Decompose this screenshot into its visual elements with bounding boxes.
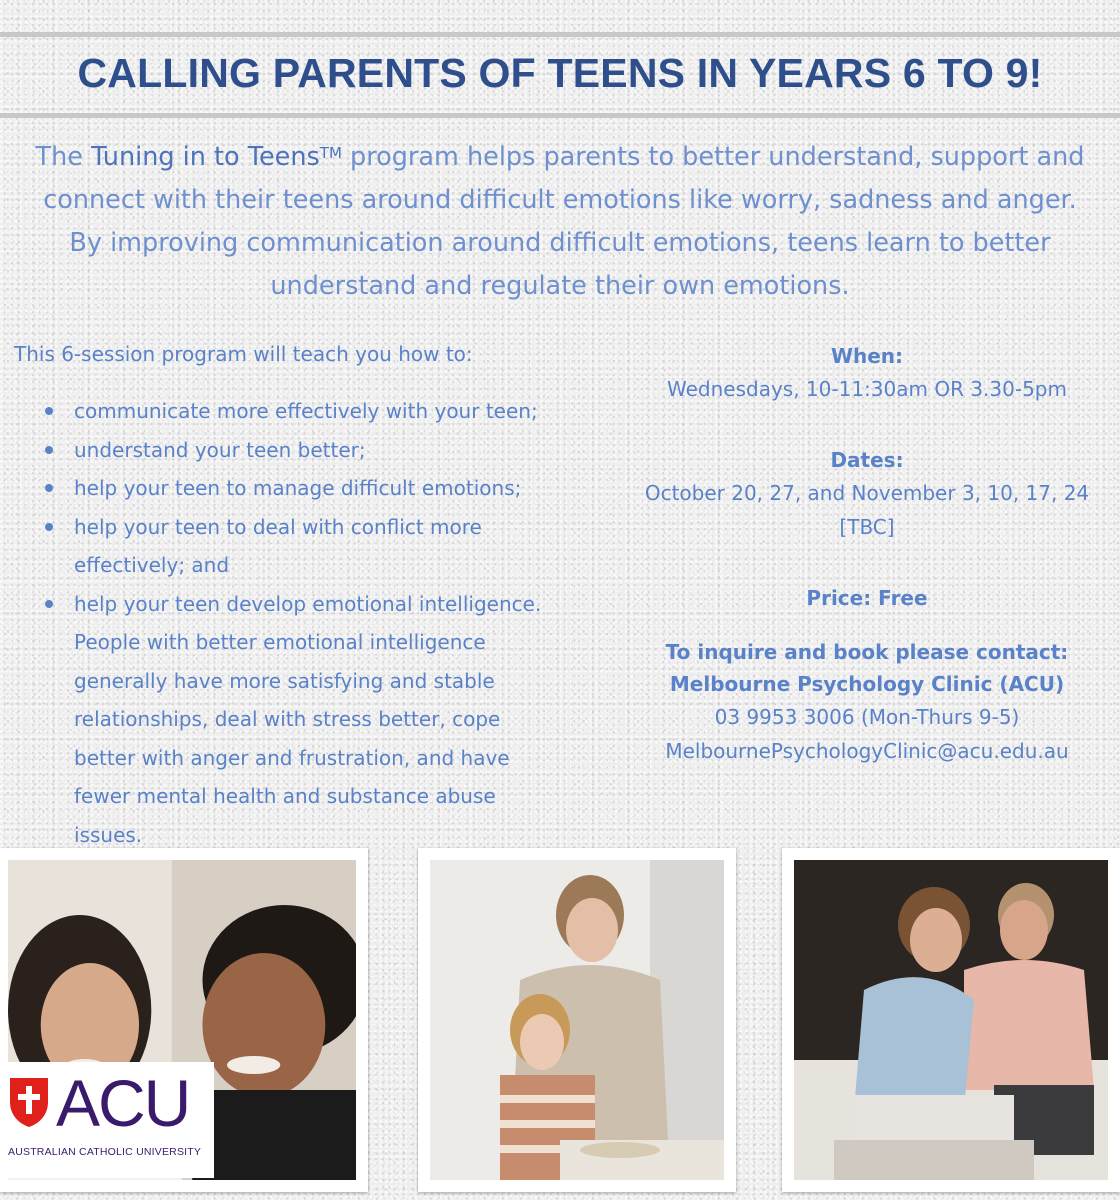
- intro-paragraph: [30, 136, 1090, 308]
- bullet-text: help your teen to deal with conflict more effectively; and: [74, 514, 482, 577]
- program-name-text: Tuning in to Teens: [91, 142, 320, 172]
- clinic-phone: 03 9953 3006 (Mon-Thurs 9-5): [714, 705, 1020, 729]
- top-divider: [0, 32, 1120, 37]
- bullet-item: [14, 508, 604, 585]
- intro-after: program helps parents to better understand, support and connect with their teens around difficult emotions like worry, sadness and anger. By improving communication around difficult emotions, teens learn to better understand and regulate their own emotions.: [43, 142, 1085, 301]
- dates-label: Dates:: [830, 448, 904, 472]
- father-son-image: [794, 860, 1108, 1180]
- bullet-item: [14, 431, 604, 470]
- bullet-item: [14, 469, 604, 508]
- program-bullet-list: [14, 392, 604, 854]
- when-label: When:: [830, 344, 904, 368]
- clinic-name: Melbourne Psychology Clinic (ACU): [669, 672, 1065, 696]
- shield-icon: [8, 1076, 50, 1128]
- bullet-text: understand your teen better;: [74, 437, 366, 462]
- bullet-text: help your teen to manage difficult emotions;: [74, 476, 522, 500]
- bullet-icon: [45, 523, 53, 531]
- bullet-icon: [45, 484, 53, 492]
- when-value: Wednesdays, 10-11:30am OR 3.30-5pm: [667, 377, 1067, 401]
- dates-value: October 20, 27, and November 3, 10, 17, 24 [TBC]: [644, 481, 1090, 539]
- trademark-mark: TM: [319, 144, 342, 162]
- acu-subtitle: AUSTRALIAN CATHOLIC UNIVERSITY: [8, 1146, 202, 1158]
- clinic-email: MelbournePsychologyClinic@acu.edu.au: [665, 739, 1069, 763]
- acu-logo: [0, 1062, 214, 1178]
- bottom-divider: [0, 113, 1120, 118]
- program-name: [91, 142, 342, 172]
- program-lead: This 6-session program will teach you how to:: [14, 342, 473, 366]
- bullet-item: [14, 585, 604, 855]
- bullet-icon: [45, 446, 53, 454]
- bullet-text: help your teen develop emotional intelligence. People with better emotional intelligence generally have more satisfying and stable relationships, deal with stress better, cope better with anger and frustration, and have fewer mental health and substance abuse issues.: [74, 591, 542, 847]
- price-label: Price: Free: [806, 586, 928, 610]
- bullet-item: [14, 392, 604, 431]
- details-section: [612, 340, 1120, 768]
- contact-label: To inquire and book please contact:: [665, 640, 1069, 664]
- intro-before: The: [35, 142, 92, 172]
- bullet-icon: [45, 407, 53, 415]
- acu-wordmark: ACU: [56, 1066, 190, 1140]
- bullet-text: communicate more effectively with your teen;: [74, 399, 538, 423]
- photo-mother-daughter: [418, 848, 736, 1192]
- headline: CALLING PARENTS OF TEENS IN YEARS 6 TO 9!: [77, 50, 1043, 96]
- bullet-icon: [45, 600, 53, 608]
- mother-daughter-image: [430, 860, 724, 1180]
- photo-father-son: [782, 848, 1120, 1192]
- program-section: [14, 338, 604, 854]
